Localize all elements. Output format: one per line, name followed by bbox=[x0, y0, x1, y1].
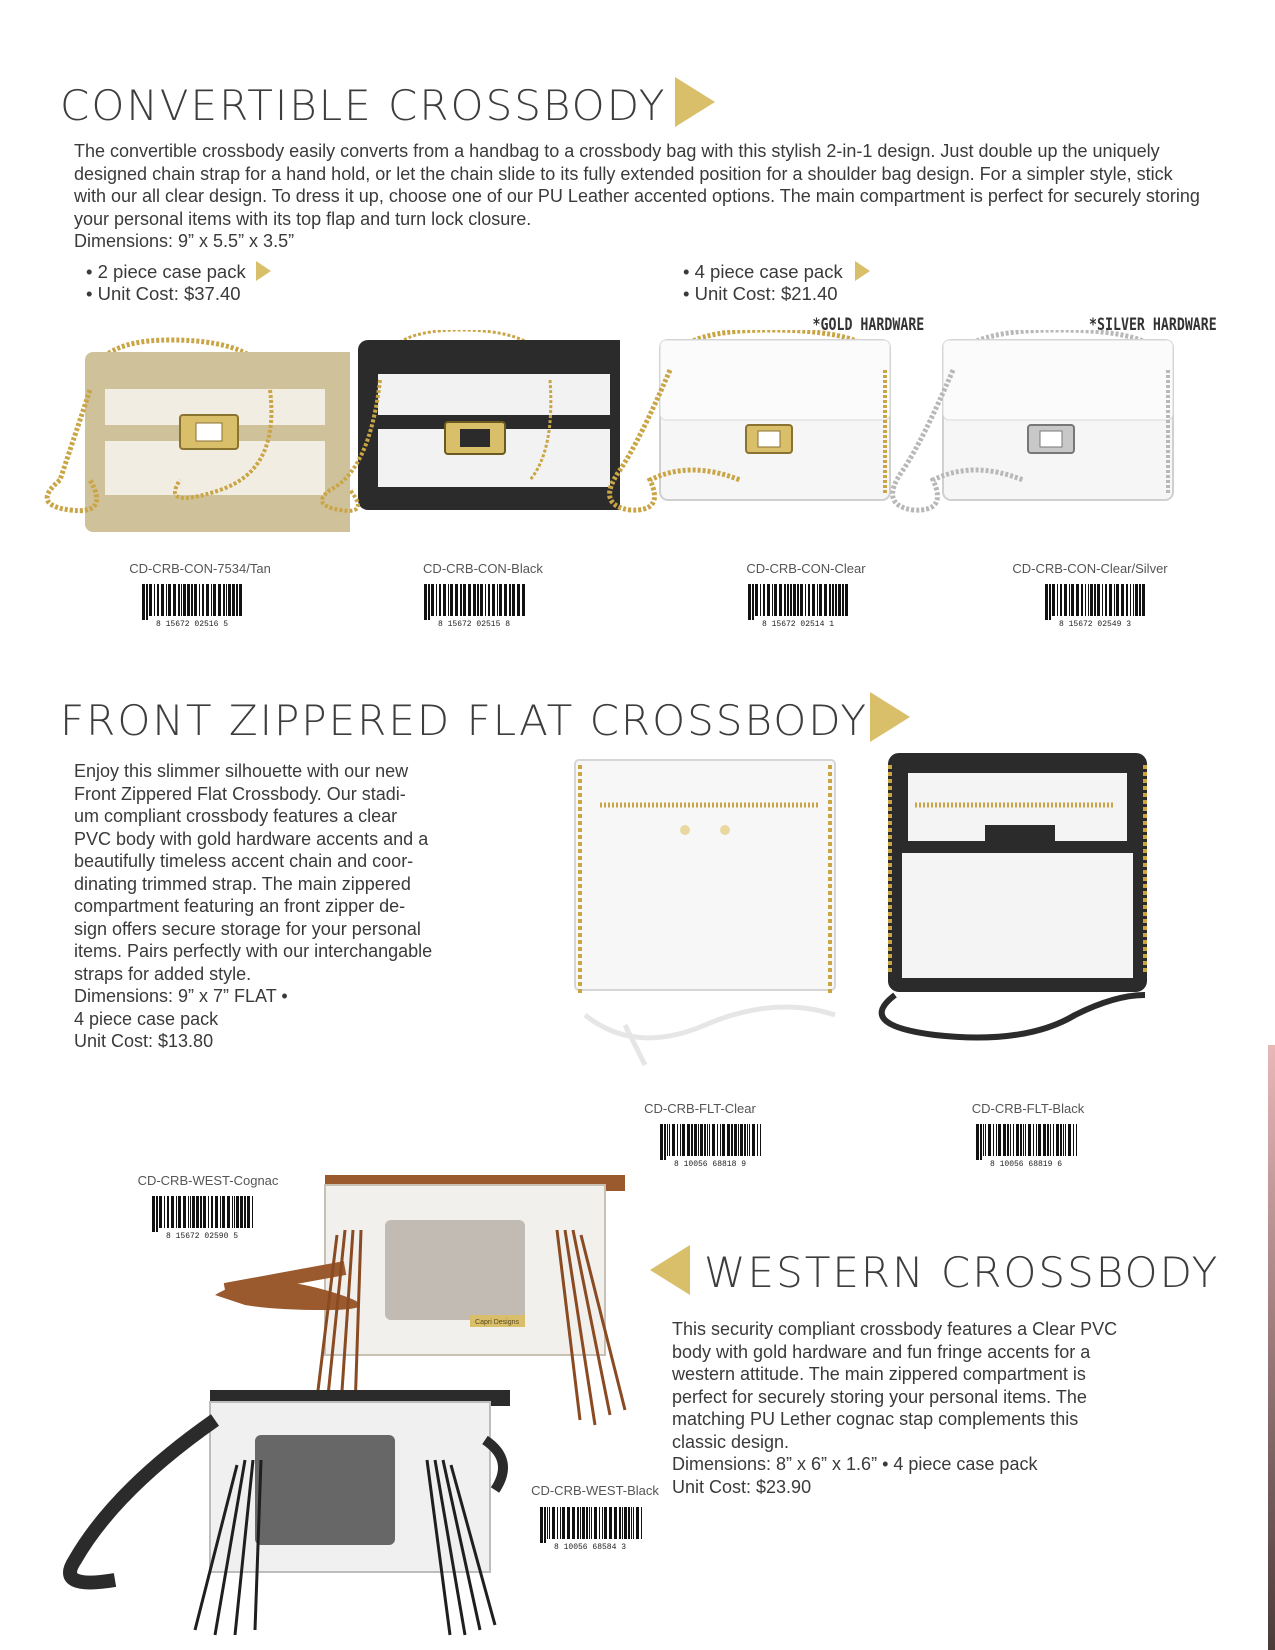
barcode-bar bbox=[1003, 1124, 1006, 1156]
barcode-bar bbox=[1076, 1124, 1077, 1156]
barcode-bar bbox=[988, 1124, 991, 1156]
barcode-bar bbox=[1057, 584, 1058, 616]
barcode-bar bbox=[591, 1507, 592, 1539]
barcode-bar bbox=[772, 584, 773, 616]
barcode-bar bbox=[720, 1124, 721, 1156]
barcode-bar bbox=[208, 1196, 209, 1228]
sku-label: CD-CRB-FLT-Black bbox=[971, 1101, 1085, 1116]
barcode-digits: 8 10056 68818 9 bbox=[673, 1160, 747, 1168]
barcode-bar bbox=[760, 1124, 761, 1156]
flat-line: um compliant crossbody features a clear bbox=[74, 806, 398, 826]
barcode-bar bbox=[1033, 1124, 1034, 1156]
barcode-bar bbox=[187, 584, 190, 616]
barcode-bar bbox=[1060, 584, 1062, 616]
western-title: WESTERN CROSSBODY bbox=[704, 1248, 1220, 1297]
barcode-bar bbox=[687, 1124, 690, 1156]
barcode-bar bbox=[473, 584, 476, 616]
gold-hardware-label: *GOLD HARDWARE bbox=[812, 315, 924, 335]
barcode-digits: 8 15672 02590 5 bbox=[165, 1232, 239, 1240]
barcode-bar bbox=[492, 584, 495, 616]
barcode-bar bbox=[1052, 584, 1055, 616]
barcode-bar bbox=[669, 1124, 670, 1156]
barcode-bar bbox=[1063, 1124, 1064, 1156]
barcode-bar bbox=[146, 584, 148, 620]
barcode-bar bbox=[752, 584, 754, 620]
barcode-bar bbox=[567, 1507, 570, 1539]
barcode-bar bbox=[1076, 584, 1079, 616]
barcode-bar bbox=[631, 1507, 632, 1539]
barcode-bar bbox=[748, 584, 751, 620]
barcode-bar bbox=[164, 1196, 165, 1228]
barcode-bar bbox=[577, 1507, 579, 1539]
barcode-bar bbox=[1088, 584, 1089, 616]
barcode-bar bbox=[614, 1507, 617, 1539]
barcode-bar bbox=[512, 584, 515, 616]
barcode-bar bbox=[1069, 584, 1070, 616]
barcode-bar bbox=[709, 1124, 710, 1156]
barcode-bar bbox=[832, 584, 834, 616]
barcode-bar bbox=[191, 584, 193, 616]
barcode-bar bbox=[691, 1124, 693, 1156]
barcode-bar bbox=[468, 584, 471, 616]
barcode-bar bbox=[1102, 584, 1103, 616]
barcode-bar bbox=[672, 1124, 675, 1156]
small-arrow-icon bbox=[256, 261, 271, 281]
barcode-bar bbox=[1065, 1124, 1066, 1156]
barcode-bar bbox=[436, 584, 437, 616]
barcode-bar bbox=[424, 584, 427, 620]
barcode-bar bbox=[443, 584, 446, 616]
western-line: body with gold hardware and fun fringe accents for a bbox=[672, 1341, 1091, 1362]
barcode-graphic bbox=[414, 582, 534, 628]
western-line: western attitude. The main zippered compartment is bbox=[672, 1364, 1086, 1384]
barcode-bar bbox=[1013, 1124, 1014, 1156]
barcode-bar bbox=[562, 1507, 565, 1539]
barcode-bar bbox=[760, 584, 761, 616]
barcode-bar bbox=[829, 584, 831, 616]
barcode bbox=[1035, 582, 1155, 628]
gold-arrow-icon bbox=[870, 692, 910, 742]
silver-hardware-label: *SILVER HARDWARE bbox=[1089, 315, 1217, 335]
barcode-bar bbox=[547, 1507, 548, 1539]
barcode-bar bbox=[202, 584, 204, 616]
product-photo-flat-clear bbox=[555, 745, 855, 1075]
barcode-bar bbox=[1090, 584, 1093, 616]
barcode-bar bbox=[1142, 584, 1145, 616]
barcode-bar bbox=[218, 584, 221, 616]
barcode-bar bbox=[580, 1507, 581, 1539]
barcode-bar bbox=[824, 584, 827, 616]
convertible-dimensions: Dimensions: 9” x 5.5” x 3.5” bbox=[74, 231, 295, 251]
sku-label: CD-CRB-FLT-Clear bbox=[644, 1101, 756, 1116]
barcode-bar bbox=[1133, 584, 1134, 616]
barcode-bar bbox=[572, 1507, 575, 1539]
barcode-bar bbox=[628, 1507, 630, 1539]
barcode-bar bbox=[480, 584, 483, 616]
brand-tag: Capri Designs bbox=[475, 1319, 519, 1326]
western-line: classic design. bbox=[672, 1431, 790, 1452]
barcode-bar bbox=[633, 1507, 634, 1539]
barcode-bar bbox=[1064, 584, 1067, 616]
barcode-bar bbox=[1094, 584, 1096, 616]
barcode-bar bbox=[178, 584, 180, 616]
barcode-bar bbox=[744, 1124, 746, 1156]
barcode-bar bbox=[211, 584, 212, 616]
barcode-bar bbox=[734, 1124, 737, 1156]
barcode-bar bbox=[1036, 1124, 1037, 1156]
barcode-bar bbox=[602, 1507, 603, 1539]
barcode-bar bbox=[142, 584, 145, 620]
barcode-bar bbox=[712, 1124, 715, 1156]
barcode-bar bbox=[774, 584, 777, 616]
barcode-graphic bbox=[650, 1122, 770, 1168]
barcode-bar bbox=[1116, 584, 1119, 616]
barcode-bar bbox=[1016, 1124, 1019, 1156]
barcode-digits: 8 15672 02516 5 bbox=[155, 620, 229, 628]
western-line: matching PU Lether cognac stap complements this bbox=[672, 1409, 1079, 1429]
barcode-bar bbox=[784, 584, 786, 616]
flat-line: dinating trimmed strap. The main zippered bbox=[74, 873, 411, 894]
barcode-digits: 8 10056 68584 3 bbox=[553, 1543, 627, 1551]
barcode-bar bbox=[497, 584, 498, 616]
barcode-bar bbox=[1007, 1124, 1009, 1156]
barcode-bar bbox=[196, 1196, 199, 1228]
barcode-bar bbox=[504, 584, 507, 616]
barcode-bar bbox=[517, 584, 520, 616]
barcode-bar bbox=[757, 1124, 758, 1156]
barcode-bar bbox=[998, 1124, 1001, 1156]
barcode-bar bbox=[544, 1507, 546, 1543]
barcode-bar bbox=[819, 584, 822, 616]
barcode-bar bbox=[622, 1507, 623, 1539]
barcode-bar bbox=[779, 584, 782, 616]
barcode-bar bbox=[704, 1124, 706, 1156]
barcode-bar bbox=[192, 1196, 195, 1228]
barcode-bar bbox=[1085, 584, 1086, 616]
flat-line: Unit Cost: $13.80 bbox=[74, 1031, 214, 1051]
sku-label: CD-CRB-WEST-Black bbox=[531, 1483, 659, 1498]
western-line: Unit Cost: $23.90 bbox=[672, 1476, 812, 1497]
barcode-bar bbox=[594, 1507, 597, 1539]
barcode-bar bbox=[680, 1124, 681, 1156]
barcode-bar bbox=[797, 584, 799, 616]
cost-left: • Unit Cost: $37.40 bbox=[86, 283, 241, 304]
barcode-bar bbox=[609, 1507, 612, 1539]
barcode-bar bbox=[700, 1124, 703, 1156]
barcode-bar bbox=[499, 584, 502, 616]
barcode-bar bbox=[161, 584, 164, 616]
barcode-bar bbox=[226, 584, 227, 616]
barcode-bar bbox=[619, 1507, 621, 1539]
barcode-bar bbox=[428, 584, 430, 620]
barcode-bar bbox=[1105, 584, 1107, 616]
barcode-bar bbox=[450, 584, 453, 616]
convertible-title: CONVERTIBLE CROSSBODY bbox=[60, 81, 667, 130]
flat-line: straps for added style. bbox=[74, 963, 252, 984]
barcode-digits: 8 15672 02549 3 bbox=[1058, 620, 1132, 628]
barcode-bar bbox=[455, 584, 458, 616]
sku-label: CD-CRB-CON-Clear bbox=[746, 561, 866, 576]
barcode-bar bbox=[664, 1124, 666, 1160]
gold-arrow-icon bbox=[650, 1245, 690, 1295]
cost-right: • Unit Cost: $21.40 bbox=[683, 283, 838, 304]
barcode-bar bbox=[749, 1124, 750, 1156]
barcode-bar bbox=[549, 1507, 550, 1539]
barcode-bar bbox=[660, 1124, 663, 1160]
pack-right: • 4 piece case pack bbox=[683, 261, 870, 283]
barcode-bar bbox=[1010, 1124, 1011, 1156]
flat-line: compartment featuring an front zipper de- bbox=[74, 896, 406, 916]
flat-line: Dimensions: 9” x 7” FLAT • bbox=[74, 986, 288, 1006]
product-photo-flat-black bbox=[875, 745, 1175, 1075]
barcode-bar bbox=[463, 584, 466, 616]
barcode-bar bbox=[747, 1124, 748, 1156]
barcode-bar bbox=[439, 584, 441, 616]
barcode-bar bbox=[835, 584, 837, 616]
barcode-bar bbox=[586, 1507, 588, 1539]
sku-label: CD-CRB-CON-7534/Tan bbox=[129, 561, 271, 576]
barcode-bar bbox=[171, 1196, 174, 1228]
barcode-bar bbox=[752, 1124, 755, 1156]
barcode-bar bbox=[1071, 584, 1074, 616]
barcode-bar bbox=[166, 584, 167, 616]
barcode-bar bbox=[232, 584, 235, 616]
convertible-description bbox=[74, 140, 1209, 253]
barcode-bar bbox=[236, 584, 238, 616]
barcode-digits: 8 15672 02514 1 bbox=[761, 620, 835, 628]
flat-line: beautifully timeless accent chain and coor- bbox=[74, 851, 414, 871]
barcode-bar bbox=[1121, 584, 1124, 616]
barcode-bar bbox=[817, 584, 818, 616]
barcode-bar bbox=[194, 584, 197, 616]
barcode-bar bbox=[206, 584, 209, 616]
barcode-bar bbox=[667, 1124, 668, 1156]
barcode-bar bbox=[1139, 584, 1141, 616]
barcode-bar bbox=[509, 584, 511, 616]
barcode-bar bbox=[1045, 584, 1048, 620]
barcode-bar bbox=[560, 1507, 561, 1539]
barcode-bar bbox=[156, 1196, 158, 1232]
barcode-bar bbox=[677, 1124, 678, 1156]
barcode-bar bbox=[767, 584, 770, 616]
sku-label: CD-CRB-CON-Clear/Silver bbox=[1012, 561, 1168, 576]
barcode-bar bbox=[717, 1124, 718, 1156]
barcode-bar bbox=[176, 1196, 177, 1228]
barcode-bar bbox=[636, 1507, 639, 1539]
barcode-bar bbox=[604, 1507, 607, 1539]
flat-line: Front Zippered Flat Crossbody. Our stadi- bbox=[74, 783, 406, 804]
barcode-bar bbox=[727, 1124, 730, 1156]
barcode-bar bbox=[488, 584, 490, 616]
flat-line: sign offers secure storage for your personal bbox=[74, 918, 421, 939]
product-photo-black-convertible bbox=[300, 330, 620, 550]
barcode-bar bbox=[599, 1507, 600, 1539]
barcode-bar bbox=[181, 584, 182, 616]
barcode bbox=[966, 1122, 1086, 1168]
flat-title: FRONT ZIPPERED FLAT CROSSBODY bbox=[60, 696, 868, 745]
barcode-bar bbox=[740, 1124, 743, 1156]
barcode-bar bbox=[159, 1196, 162, 1228]
barcode-bar bbox=[800, 584, 803, 616]
barcode-bar bbox=[149, 584, 152, 616]
barcode-bar bbox=[1060, 1124, 1062, 1156]
barcode-bar bbox=[183, 1196, 186, 1228]
barcode-bar bbox=[557, 1507, 558, 1539]
flat-line: items. Pairs perfectly with our interchangable bbox=[74, 941, 433, 961]
barcode bbox=[414, 582, 534, 628]
barcode-bar bbox=[1109, 584, 1112, 616]
barcode-graphic bbox=[132, 582, 252, 628]
barcode-bar bbox=[624, 1507, 627, 1539]
barcode-bar bbox=[199, 584, 200, 616]
barcode-bar bbox=[1135, 584, 1138, 616]
barcode-bar bbox=[485, 584, 486, 616]
barcode-graphic bbox=[1035, 582, 1155, 628]
convertible-pricing-right bbox=[683, 261, 870, 305]
barcode-bar bbox=[983, 1124, 984, 1156]
sku-label: CD-CRB-CON-Black bbox=[423, 561, 543, 576]
barcode-bar bbox=[552, 1507, 555, 1539]
barcode-bar bbox=[808, 584, 810, 616]
barcode-bar bbox=[178, 1196, 181, 1228]
barcode-bar bbox=[228, 584, 231, 616]
barcode-bar bbox=[522, 584, 525, 616]
barcode-bar bbox=[993, 1124, 994, 1156]
barcode-bar bbox=[167, 1196, 169, 1228]
barcode-bar bbox=[1081, 584, 1083, 616]
barcode-bar bbox=[213, 584, 216, 616]
barcode bbox=[650, 1122, 770, 1168]
barcode-bar bbox=[707, 1124, 708, 1156]
barcode-bar bbox=[431, 584, 434, 616]
barcode-bar bbox=[173, 584, 176, 616]
barcode-bar bbox=[1050, 1124, 1051, 1156]
gold-arrow-icon bbox=[675, 77, 715, 127]
pack-left: • 2 piece case pack bbox=[86, 261, 271, 283]
barcode bbox=[738, 582, 858, 628]
barcode-bar bbox=[1126, 584, 1128, 616]
barcode bbox=[132, 582, 252, 628]
barcode-bar bbox=[996, 1124, 997, 1156]
barcode-bar bbox=[190, 1196, 191, 1228]
barcode-bar bbox=[641, 1507, 642, 1539]
barcode-bar bbox=[738, 1124, 739, 1156]
flat-line: 4 piece case pack bbox=[74, 1008, 219, 1029]
barcode-bar bbox=[1068, 1124, 1071, 1156]
barcode-digits: 8 15672 02515 8 bbox=[437, 620, 511, 628]
barcode-bar bbox=[460, 584, 462, 616]
barcode-bar bbox=[980, 1124, 982, 1160]
barcode-bar bbox=[1097, 584, 1100, 616]
barcode-bar bbox=[239, 584, 242, 616]
western-line: This security compliant crossbody features a Clear PVC bbox=[672, 1319, 1118, 1339]
barcode-graphic bbox=[738, 582, 858, 628]
barcode-bar bbox=[154, 584, 155, 616]
product-photo-clear-silver-convertible bbox=[878, 330, 1198, 550]
barcode-bar bbox=[682, 1124, 685, 1156]
barcode-bar bbox=[1130, 584, 1131, 616]
barcode-bar bbox=[1025, 1124, 1026, 1156]
flat-line: PVC body with gold hardware accents and a bbox=[74, 828, 429, 849]
barcode-bar bbox=[1020, 1124, 1022, 1156]
barcode-bar bbox=[223, 584, 225, 616]
barcode-bar bbox=[477, 584, 479, 616]
barcode-bar bbox=[1038, 1124, 1041, 1156]
flat-line: Enjoy this slimmer silhouette with our new bbox=[74, 761, 409, 781]
barcode-bar bbox=[1114, 584, 1115, 616]
barcode-bar bbox=[787, 584, 789, 616]
barcode-bar bbox=[1028, 1124, 1031, 1156]
barcode-bar bbox=[812, 584, 815, 616]
barcode-bar bbox=[200, 1196, 202, 1228]
barcode-bar bbox=[694, 1124, 697, 1156]
barcode-bar bbox=[1053, 1124, 1054, 1156]
barcode-bar bbox=[1073, 1124, 1074, 1156]
barcode-bar bbox=[1043, 1124, 1046, 1156]
barcode-bar bbox=[755, 584, 758, 616]
western-description bbox=[672, 1318, 1232, 1498]
convertible-pricing-left bbox=[86, 261, 271, 305]
barcode-graphic bbox=[966, 1122, 1086, 1168]
barcode-bar bbox=[698, 1124, 699, 1156]
barcode-bar bbox=[976, 1124, 979, 1160]
barcode-bar bbox=[448, 584, 449, 616]
small-arrow-icon bbox=[855, 261, 870, 281]
barcode-bar bbox=[183, 584, 186, 616]
barcode-bar bbox=[157, 584, 159, 616]
barcode-bar bbox=[582, 1507, 585, 1539]
barcode-bar bbox=[838, 584, 841, 616]
barcode-bar bbox=[763, 584, 765, 616]
barcode-bar bbox=[1056, 1124, 1059, 1156]
barcode-bar bbox=[845, 584, 848, 616]
flat-description bbox=[74, 760, 514, 1053]
barcode bbox=[530, 1505, 650, 1551]
barcode-bar bbox=[188, 1196, 189, 1228]
barcode-bar bbox=[589, 1507, 590, 1539]
barcode-bar bbox=[790, 584, 792, 616]
product-photo-clear-gold-convertible bbox=[600, 330, 910, 550]
convertible-description-text: The convertible crossbody easily converts from a handbag to a crossbody bag with this stylish 2-in-1 design. Just double up the uniquely designed chain strap for a hand hold, or let the chain slide to its fully extended position for a shoulder bag design. For a simpler style, stick with our all clear design. To dress it up, choose one of our PU Leather accented options. The main compartment is perfect for securely storing your personal items with its top flap and turn lock closure. bbox=[74, 141, 1200, 229]
barcode-bar bbox=[1049, 584, 1051, 620]
western-line: perfect for securely storing your personal items. The bbox=[672, 1386, 1087, 1407]
barcode-graphic bbox=[530, 1505, 650, 1551]
barcode-bar bbox=[722, 1124, 725, 1156]
barcode-digits: 8 10056 68819 6 bbox=[989, 1160, 1063, 1168]
barcode-bar bbox=[1023, 1124, 1024, 1156]
barcode-bar bbox=[203, 1196, 206, 1228]
edge-strip bbox=[1268, 1045, 1275, 1650]
barcode-bar bbox=[985, 1124, 986, 1156]
barcode-bar bbox=[793, 584, 796, 616]
barcode-bar bbox=[168, 584, 171, 616]
product-photo-western-black bbox=[55, 1380, 525, 1640]
barcode-bar bbox=[152, 1196, 155, 1232]
barcode-bar bbox=[540, 1507, 543, 1543]
barcode-bar bbox=[1047, 1124, 1049, 1156]
barcode-bar bbox=[805, 584, 806, 616]
barcode-bar bbox=[731, 1124, 733, 1156]
barcode-bar bbox=[842, 584, 844, 616]
barcode-bar bbox=[211, 1196, 213, 1228]
sku-label: CD-CRB-WEST-Cognac bbox=[137, 1173, 279, 1188]
western-line: Dimensions: 8” x 6” x 1.6” • 4 piece case pack bbox=[672, 1454, 1038, 1474]
